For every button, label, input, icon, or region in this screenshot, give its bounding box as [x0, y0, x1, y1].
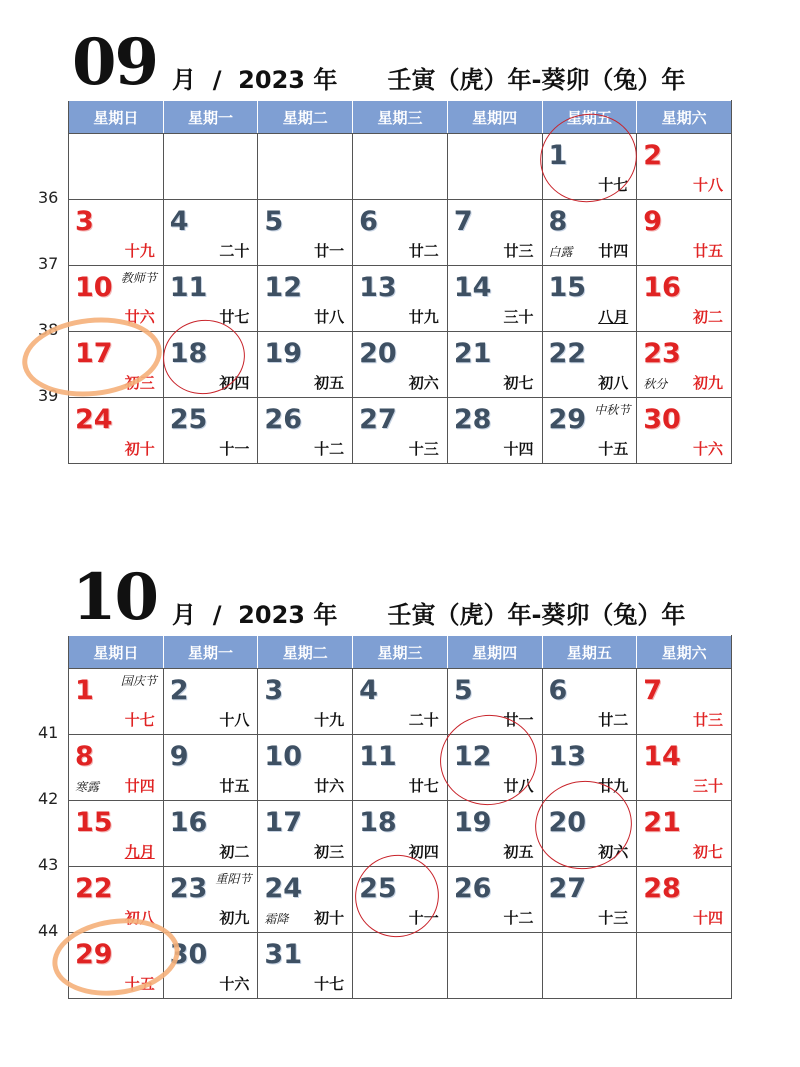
day-number: 18 — [169, 338, 208, 369]
empty-cell — [447, 933, 542, 999]
day-number: 24 — [264, 873, 302, 904]
lunar-date: 十五 — [598, 440, 629, 458]
day-cell[interactable] — [637, 867, 732, 933]
month-title-text: 月 / 2023 年 壬寅（虎）年-葵卯（兔）年 — [172, 66, 686, 94]
day-number: 8 — [75, 741, 94, 772]
day-number: 4 — [359, 675, 378, 706]
empty-cell — [542, 933, 637, 999]
day-number: 15 — [75, 807, 113, 838]
lunar-date: 十九 — [314, 711, 345, 729]
day-number: 28 — [453, 404, 492, 435]
festival-label: 秋分 — [643, 377, 668, 391]
day-cell[interactable] — [69, 801, 164, 867]
day-cell[interactable] — [258, 933, 353, 999]
day-number: 13 — [359, 272, 397, 303]
lunar-date: 廿七 — [408, 777, 439, 795]
week-row — [69, 867, 732, 933]
month-title-text: 月 / 2023 年 壬寅（虎）年-葵卯（兔）年 — [172, 601, 686, 629]
empty-cell — [637, 933, 732, 999]
day-number: 16 — [643, 272, 681, 303]
lunar-date: 廿六 — [314, 777, 345, 795]
lunar-date: 初七 — [503, 374, 534, 392]
day-cell[interactable] — [69, 669, 164, 735]
day-cell[interactable] — [163, 867, 258, 933]
festival-label: 白露 — [548, 245, 573, 259]
day-number: 29 — [75, 939, 113, 970]
lunar-date: 十六 — [219, 975, 250, 993]
weekday-header: 星期五 — [542, 636, 637, 669]
day-number: 8 — [548, 206, 568, 237]
day-number: 19 — [264, 338, 302, 369]
day-cell[interactable] — [163, 933, 258, 999]
festival-label: 中秋节 — [594, 403, 631, 417]
day-number: 2 — [169, 675, 189, 706]
day-number: 2 — [643, 140, 663, 171]
lunar-date: 初六 — [408, 374, 439, 392]
lunar-date: 十七 — [598, 176, 629, 194]
lunar-date: 十一 — [408, 909, 439, 927]
weekday-header: 星期一 — [163, 101, 258, 134]
week-number: 42 — [38, 789, 59, 808]
day-number: 17 — [75, 338, 113, 369]
day-cell[interactable] — [447, 200, 542, 266]
lunar-date: 八月 — [598, 308, 629, 326]
lunar-date: 初四 — [408, 843, 439, 861]
day-cell[interactable] — [163, 669, 258, 735]
week-row — [69, 266, 732, 332]
day-number: 22 — [75, 873, 113, 904]
day-cell[interactable] — [542, 801, 637, 867]
week-number: 36 — [38, 188, 59, 207]
day-cell[interactable] — [353, 200, 448, 266]
lunar-date: 初十 — [124, 440, 155, 458]
week-row — [69, 933, 732, 999]
lunar-date: 十七 — [314, 975, 345, 993]
lunar-date: 初二 — [219, 843, 250, 861]
empty-cell — [447, 134, 542, 200]
day-number: 21 — [643, 807, 681, 838]
day-cell[interactable] — [163, 398, 258, 464]
day-cell[interactable] — [163, 200, 258, 266]
week-number: 44 — [38, 921, 59, 940]
day-cell[interactable] — [542, 332, 637, 398]
day-cell[interactable] — [258, 200, 353, 266]
day-cell[interactable] — [353, 801, 448, 867]
day-cell[interactable] — [542, 669, 637, 735]
day-number: 11 — [359, 741, 397, 772]
lunar-date: 初八 — [124, 909, 155, 927]
lunar-date: 廿二 — [408, 242, 439, 260]
lunar-date: 初二 — [692, 308, 723, 326]
day-cell[interactable] — [258, 266, 353, 332]
lunar-date: 三十 — [692, 777, 723, 795]
weekday-header: 星期四 — [447, 101, 542, 134]
day-number: 26 — [453, 873, 492, 904]
month-number: 10 — [72, 560, 158, 635]
day-cell[interactable] — [637, 332, 732, 398]
week-row — [69, 398, 732, 464]
weekday-header: 星期一 — [163, 636, 258, 669]
month-title — [72, 25, 772, 100]
day-cell[interactable] — [258, 735, 353, 801]
day-cell[interactable] — [258, 867, 353, 933]
day-number: 23 — [169, 873, 208, 904]
festival-label: 寒露 — [75, 780, 100, 794]
day-cell[interactable] — [637, 669, 732, 735]
week-number: 37 — [38, 254, 59, 273]
day-cell[interactable] — [637, 266, 732, 332]
week-number: 43 — [38, 855, 59, 874]
week-row — [69, 735, 732, 801]
day-cell[interactable] — [447, 867, 542, 933]
weekday-header: 星期二 — [258, 636, 353, 669]
lunar-date: 十七 — [124, 711, 155, 729]
day-number: 6 — [548, 675, 568, 706]
lunar-date: 初十 — [314, 909, 345, 927]
week-number: 38 — [38, 320, 59, 339]
day-number: 4 — [169, 206, 189, 237]
lunar-date: 廿五 — [692, 242, 723, 260]
day-cell[interactable] — [637, 200, 732, 266]
day-cell[interactable] — [69, 867, 164, 933]
day-cell[interactable] — [353, 867, 448, 933]
lunar-date: 十六 — [692, 440, 723, 458]
empty-cell — [353, 933, 448, 999]
calendar-grid — [68, 100, 732, 464]
day-cell[interactable] — [637, 398, 732, 464]
day-cell[interactable] — [542, 398, 637, 464]
lunar-date: 廿八 — [314, 308, 345, 326]
day-number: 3 — [75, 206, 94, 237]
lunar-date: 廿三 — [503, 242, 534, 260]
lunar-date: 初九 — [219, 909, 250, 927]
day-cell[interactable] — [447, 266, 542, 332]
day-cell[interactable] — [258, 801, 353, 867]
day-number: 16 — [169, 807, 208, 838]
lunar-date: 十二 — [314, 440, 345, 458]
lunar-date: 二十 — [408, 711, 439, 729]
festival-label: 霜降 — [264, 912, 289, 926]
day-cell[interactable] — [637, 735, 732, 801]
weekday-header: 星期四 — [447, 636, 542, 669]
day-number: 9 — [169, 741, 189, 772]
day-cell[interactable] — [353, 398, 448, 464]
day-number: 11 — [169, 272, 208, 303]
day-cell[interactable] — [69, 933, 164, 999]
weekday-header: 星期日 — [69, 101, 164, 134]
day-number: 7 — [643, 675, 663, 706]
day-number: 3 — [264, 675, 284, 706]
lunar-date: 九月 — [124, 843, 155, 861]
weekday-header: 星期五 — [542, 101, 637, 134]
day-number: 5 — [453, 675, 473, 706]
day-number: 22 — [548, 338, 587, 369]
lunar-date: 十四 — [503, 440, 534, 458]
lunar-date: 初八 — [598, 374, 629, 392]
day-number: 12 — [264, 272, 302, 303]
lunar-date: 十三 — [598, 909, 629, 927]
month-title — [72, 560, 772, 635]
weekday-header: 星期三 — [353, 636, 448, 669]
day-cell[interactable] — [353, 669, 448, 735]
day-number: 10 — [75, 272, 113, 303]
day-number: 27 — [359, 404, 397, 435]
day-cell[interactable] — [69, 200, 164, 266]
day-cell[interactable] — [69, 332, 164, 398]
lunar-date: 廿八 — [503, 777, 534, 795]
festival-label: 重阳节 — [215, 872, 252, 886]
day-cell[interactable] — [542, 266, 637, 332]
day-number: 1 — [548, 140, 568, 171]
day-number: 7 — [453, 206, 473, 237]
day-cell[interactable] — [542, 867, 637, 933]
lunar-date: 廿五 — [219, 777, 250, 795]
day-number: 30 — [169, 939, 208, 970]
day-cell[interactable] — [637, 801, 732, 867]
empty-cell — [69, 134, 164, 200]
day-cell[interactable] — [353, 332, 448, 398]
lunar-date: 廿六 — [124, 308, 155, 326]
lunar-date: 二十 — [219, 242, 250, 260]
day-number: 21 — [453, 338, 492, 369]
lunar-date: 十五 — [124, 975, 155, 993]
weekday-header: 星期六 — [637, 101, 732, 134]
day-number: 9 — [643, 206, 663, 237]
lunar-date: 初三 — [314, 843, 345, 861]
day-number: 24 — [75, 404, 113, 435]
day-cell[interactable] — [258, 332, 353, 398]
day-number: 20 — [359, 338, 397, 369]
day-number: 26 — [264, 404, 302, 435]
empty-cell — [353, 134, 448, 200]
festival-label: 教师节 — [120, 271, 157, 285]
day-cell[interactable] — [447, 735, 542, 801]
weekday-header: 星期三 — [353, 101, 448, 134]
day-number: 5 — [264, 206, 284, 237]
lunar-date: 廿九 — [598, 777, 629, 795]
day-cell[interactable] — [69, 398, 164, 464]
day-cell[interactable] — [542, 200, 637, 266]
week-row — [69, 134, 732, 200]
day-cell[interactable] — [637, 134, 732, 200]
empty-cell — [163, 134, 258, 200]
day-number: 15 — [548, 272, 587, 303]
lunar-date: 廿一 — [314, 242, 345, 260]
day-number: 13 — [548, 741, 587, 772]
day-number: 6 — [359, 206, 378, 237]
day-number: 1 — [75, 675, 94, 706]
day-cell[interactable] — [447, 801, 542, 867]
lunar-date: 廿四 — [598, 242, 629, 260]
day-number: 25 — [169, 404, 208, 435]
lunar-date: 廿三 — [692, 711, 723, 729]
lunar-date: 十八 — [692, 176, 723, 194]
day-number: 25 — [359, 873, 397, 904]
day-number: 18 — [359, 807, 397, 838]
day-cell[interactable] — [69, 266, 164, 332]
week-row — [69, 801, 732, 867]
lunar-date: 十三 — [408, 440, 439, 458]
day-number: 23 — [643, 338, 681, 369]
weekday-header: 星期日 — [69, 636, 164, 669]
week-row — [69, 669, 732, 735]
day-cell[interactable] — [353, 735, 448, 801]
day-cell[interactable] — [163, 735, 258, 801]
lunar-date: 初五 — [314, 374, 345, 392]
lunar-date: 十八 — [219, 711, 250, 729]
day-cell[interactable] — [447, 332, 542, 398]
day-number: 19 — [453, 807, 492, 838]
day-cell[interactable] — [163, 801, 258, 867]
lunar-date: 十一 — [219, 440, 250, 458]
lunar-date: 初四 — [219, 374, 250, 392]
day-number: 17 — [264, 807, 302, 838]
weekday-header: 星期二 — [258, 101, 353, 134]
day-number: 31 — [264, 939, 302, 970]
lunar-date: 十四 — [692, 909, 723, 927]
week-row — [69, 200, 732, 266]
day-number: 14 — [453, 272, 492, 303]
week-number: 41 — [38, 723, 59, 742]
day-number: 27 — [548, 873, 587, 904]
calendar-grid — [68, 635, 732, 999]
weekday-header: 星期六 — [637, 636, 732, 669]
lunar-date: 廿四 — [124, 777, 155, 795]
lunar-date: 三十 — [503, 308, 534, 326]
week-row — [69, 332, 732, 398]
day-number: 30 — [643, 404, 681, 435]
day-cell[interactable] — [69, 735, 164, 801]
lunar-date: 十九 — [124, 242, 155, 260]
lunar-date: 廿九 — [408, 308, 439, 326]
lunar-date: 初六 — [598, 843, 629, 861]
week-number: 39 — [38, 386, 59, 405]
day-cell[interactable] — [163, 266, 258, 332]
day-number: 10 — [264, 741, 302, 772]
lunar-date: 十二 — [503, 909, 534, 927]
month-number: 09 — [72, 25, 158, 100]
lunar-date: 初三 — [124, 374, 155, 392]
lunar-date: 廿七 — [219, 308, 250, 326]
day-number: 12 — [453, 741, 492, 772]
day-cell[interactable] — [258, 669, 353, 735]
day-cell[interactable] — [258, 398, 353, 464]
day-cell[interactable] — [447, 669, 542, 735]
day-number: 29 — [548, 404, 587, 435]
day-cell[interactable] — [163, 332, 258, 398]
day-cell[interactable] — [542, 134, 637, 200]
lunar-date: 初七 — [692, 843, 723, 861]
lunar-date: 初五 — [503, 843, 534, 861]
empty-cell — [258, 134, 353, 200]
festival-label: 国庆节 — [120, 674, 157, 688]
day-cell[interactable] — [353, 266, 448, 332]
day-cell[interactable] — [447, 398, 542, 464]
day-number: 28 — [643, 873, 681, 904]
day-number: 20 — [548, 807, 587, 838]
day-cell[interactable] — [542, 735, 637, 801]
day-number: 14 — [643, 741, 681, 772]
lunar-date: 廿一 — [503, 711, 534, 729]
lunar-date: 廿二 — [598, 711, 629, 729]
lunar-date: 初九 — [692, 374, 723, 392]
